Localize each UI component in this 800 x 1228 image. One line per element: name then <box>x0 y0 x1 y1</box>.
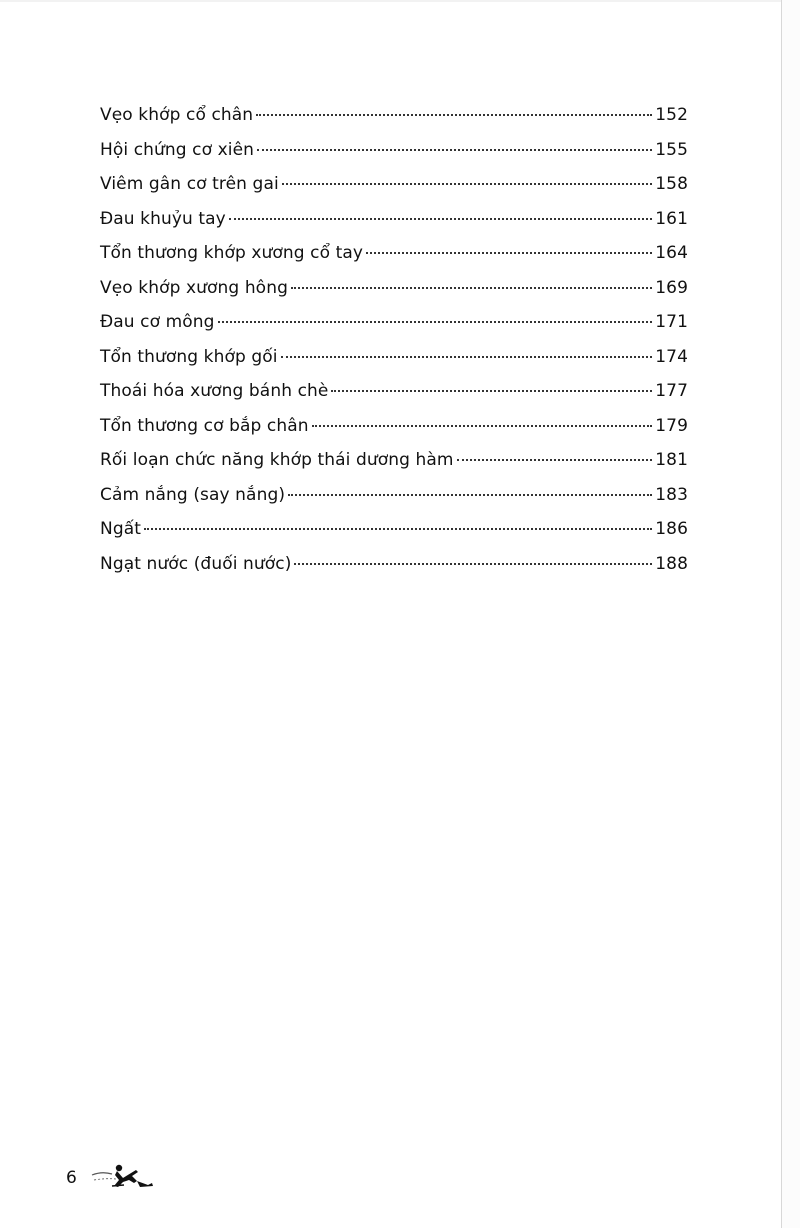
toc-entry-title: Vẹo khớp xương hông <box>100 277 288 298</box>
toc-entry-page: 188 <box>655 553 688 574</box>
toc-entry-title: Ngất <box>100 519 141 539</box>
toc-entry-title: Viêm gân cơ trên gai <box>100 174 279 194</box>
toc-entry-page: 155 <box>655 139 688 160</box>
page-right-edge <box>781 0 800 1228</box>
page-top-edge <box>0 0 782 2</box>
toc-entry-page: 179 <box>655 415 688 436</box>
toc-entry[interactable] <box>100 478 688 513</box>
toc-entry[interactable] <box>100 271 688 306</box>
dot-leader <box>288 494 652 496</box>
toc-entry[interactable] <box>100 305 688 340</box>
toc-entry[interactable] <box>100 512 688 547</box>
toc-entry-page: 152 <box>655 105 688 125</box>
toc-entry-page: 186 <box>655 519 688 539</box>
dot-leader <box>144 528 652 530</box>
toc-entry-title: Tổn thương cơ bắp chân <box>100 415 309 436</box>
toc-entry[interactable] <box>100 167 688 202</box>
toc-entry[interactable] <box>100 236 688 271</box>
dot-leader <box>229 218 652 220</box>
toc-entry-page: 174 <box>655 346 688 367</box>
toc-entry-title: Vẹo khớp cổ chân <box>100 105 254 125</box>
toc-entry[interactable] <box>100 443 688 478</box>
dot-leader <box>218 321 653 323</box>
dot-leader <box>282 183 652 185</box>
toc-entry-title: Hội chứng cơ xiên <box>100 139 255 160</box>
toc-entry-title: Đau khuỷu tay <box>100 208 226 229</box>
dot-leader <box>256 114 652 116</box>
dot-leader <box>331 390 652 392</box>
dot-leader <box>291 287 652 289</box>
dot-leader <box>281 356 653 358</box>
dot-leader <box>457 459 653 461</box>
toc-entry-title: Thoái hóa xương bánh chè <box>100 381 329 401</box>
toc-entry-page: 161 <box>655 208 688 229</box>
toc-entry[interactable] <box>100 409 688 444</box>
toc-entry[interactable] <box>100 98 688 133</box>
toc-entry-title: Tổn thương khớp xương cổ tay <box>100 243 364 263</box>
toc-entry-page: 158 <box>655 174 688 194</box>
toc-entry-page: 169 <box>655 277 688 298</box>
running-figure-icon <box>90 1161 156 1195</box>
dot-leader <box>294 563 652 565</box>
toc-entry[interactable] <box>100 340 688 375</box>
toc-entry-page: 171 <box>655 312 688 332</box>
dot-leader <box>366 252 652 254</box>
toc-entry-title: Đau cơ mông <box>100 312 215 332</box>
toc-entry[interactable] <box>100 133 688 168</box>
toc-entry-page: 181 <box>655 450 688 470</box>
page-footer <box>66 1160 156 1196</box>
toc-entry[interactable] <box>100 374 688 409</box>
toc-entry-page: 183 <box>655 484 688 505</box>
toc-entry-title: Rối loạn chức năng khớp thái dương hàm <box>100 450 454 470</box>
table-of-contents <box>100 98 688 581</box>
dot-leader <box>312 425 653 427</box>
toc-entry-page: 164 <box>655 243 688 263</box>
toc-entry-title: Ngạt nước (đuối nước) <box>100 553 292 574</box>
toc-entry-title: Tổn thương khớp gối <box>100 346 278 367</box>
page-number: 6 <box>66 1168 77 1188</box>
toc-entry[interactable] <box>100 202 688 237</box>
toc-entry-page: 177 <box>655 381 688 401</box>
toc-entry-title: Cảm nắng (say nắng) <box>100 484 286 505</box>
toc-entry[interactable] <box>100 547 688 582</box>
dot-leader <box>257 149 652 151</box>
